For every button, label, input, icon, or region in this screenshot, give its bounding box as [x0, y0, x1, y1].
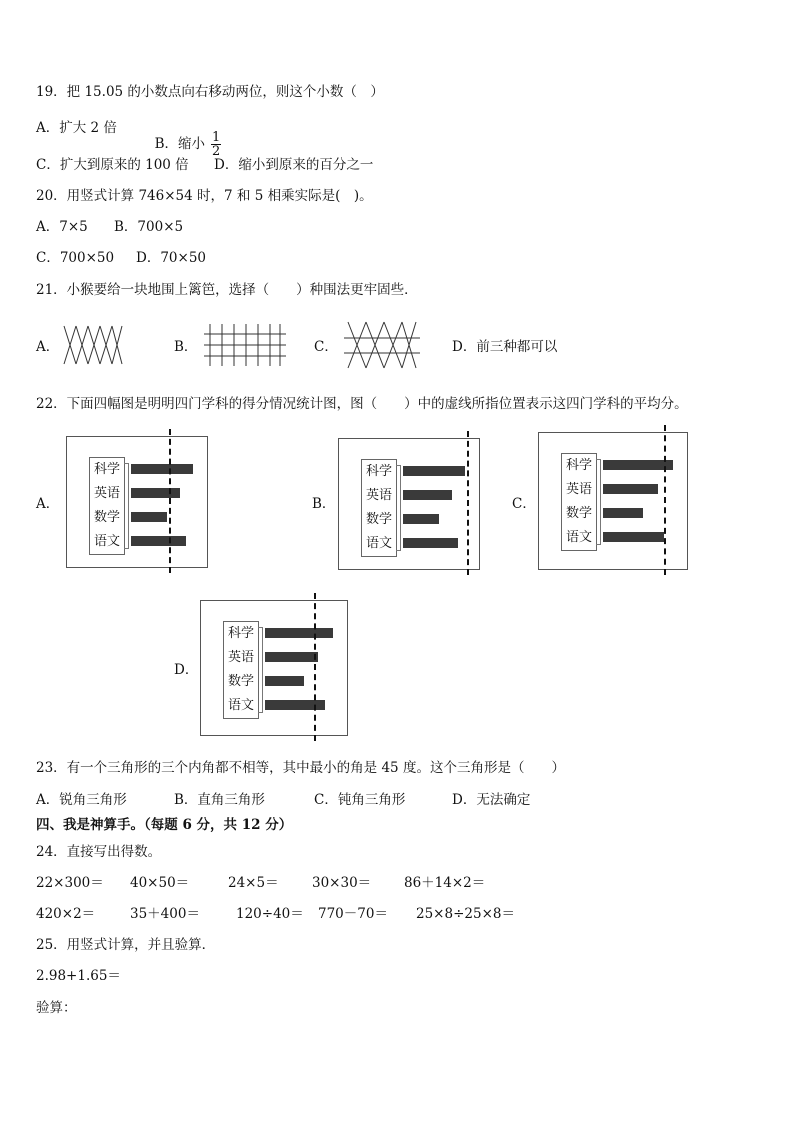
q20-option-d: D．70×50 — [136, 250, 206, 266]
subject-label: 语文 — [365, 536, 392, 551]
q21-option-b: B． — [174, 339, 198, 355]
q24-stem: 24．直接写出得数。 — [36, 844, 162, 860]
q22-option-d: D． — [174, 662, 199, 678]
q21-option-c: C． — [314, 339, 338, 355]
subject-label: 数学 — [365, 512, 392, 527]
score-bar — [603, 484, 658, 494]
q19-option-b — [146, 113, 221, 158]
score-bar — [603, 508, 643, 518]
q25-check-label: 验算： — [36, 1000, 77, 1016]
score-bar — [403, 490, 452, 500]
q24-item: 22×300＝ — [36, 875, 104, 891]
score-bar — [403, 538, 458, 548]
q20-option-b: B．700×5 — [114, 219, 184, 235]
subject-label: 数学 — [93, 510, 120, 525]
fence-diagonal-with-rails-image — [344, 320, 420, 370]
q19-option-d: D．缩小到原来的百分之一 — [214, 157, 374, 173]
subject-label: 数学 — [565, 506, 592, 521]
subject-label-box — [223, 621, 259, 719]
q19-option-c: C．扩大到原来的 100 倍 — [36, 157, 189, 173]
bar-bracket — [258, 627, 263, 713]
fraction-numerator: 1 — [212, 130, 221, 145]
q20-option-a: A．7×5 — [36, 219, 88, 235]
q24-item: 770－70＝ — [318, 906, 388, 922]
q25-stem: 25．用竖式计算，并且验算． — [36, 937, 216, 953]
q24-item: 30×30＝ — [312, 875, 372, 891]
average-dashed-line — [467, 431, 469, 575]
score-bar — [131, 512, 167, 522]
chart-a — [66, 436, 208, 568]
q24-item: 420×2＝ — [36, 906, 96, 922]
bar-bracket — [396, 465, 401, 551]
score-bar — [265, 628, 333, 638]
average-dashed-line — [664, 425, 666, 575]
subject-label: 科学 — [93, 462, 120, 477]
q22-stem: 22．下面四幅图是明明四门学科的得分情况统计图，图（ ）中的虚线所指位置表示这四门学科的平均分。 — [36, 396, 688, 412]
score-bar — [403, 466, 465, 476]
subject-label: 英语 — [565, 482, 592, 497]
q23-option-a: A．锐角三角形 — [36, 792, 127, 808]
chart-c — [538, 432, 688, 570]
score-bar — [265, 652, 318, 662]
subject-label: 数学 — [227, 674, 254, 689]
q22-option-b: B． — [312, 496, 336, 512]
q24-item: 35＋400＝ — [130, 906, 200, 922]
q24-item: 40×50＝ — [130, 875, 190, 891]
q21-stem: 21．小猴要给一块地围上篱笆，选择（ ）种围法更牢固些． — [36, 282, 418, 298]
score-bar — [131, 464, 193, 474]
average-dashed-line — [169, 429, 171, 573]
subject-label: 科学 — [227, 626, 254, 641]
subject-label-box — [361, 459, 397, 557]
subject-label: 科学 — [565, 458, 592, 473]
q19-stem: 19．把 15.05 的小数点向右移动两位，则这个小数（ ） — [36, 84, 384, 100]
section-title: 四、我是神算手。（每题 6 分，共 12 分） — [36, 817, 293, 833]
subject-label: 语文 — [93, 534, 120, 549]
chart-b — [338, 438, 480, 570]
q19-option-a: A．扩大 2 倍 — [36, 120, 117, 136]
q21-option-a: A． — [36, 339, 60, 355]
score-bar — [265, 676, 304, 686]
q22-option-a: A． — [36, 496, 60, 512]
score-bar — [131, 536, 186, 546]
score-bar — [603, 532, 664, 542]
average-dashed-line — [314, 593, 316, 741]
subject-label: 语文 — [227, 698, 254, 713]
q24-item: 120÷40＝ — [236, 906, 304, 922]
q22-option-c: C． — [512, 496, 536, 512]
subject-label: 语文 — [565, 530, 592, 545]
q23-option-b: B．直角三角形 — [174, 792, 265, 808]
fence-crossed-diagonal-image — [62, 324, 124, 366]
q20-stem: 20．用竖式计算 746×54 时，7 和 5 相乘实际是( )。 — [36, 188, 373, 204]
subject-label: 英语 — [93, 486, 120, 501]
q23-option-c: C．钝角三角形 — [314, 792, 406, 808]
bar-bracket — [596, 459, 601, 545]
q19-option-b-label: B．缩小 — [154, 136, 206, 152]
fraction — [211, 131, 221, 158]
q24-item: 86＋14×2＝ — [404, 875, 486, 891]
score-bar — [403, 514, 439, 524]
q25-expression: 2.98+1.65＝ — [36, 968, 121, 984]
bar-bracket — [124, 463, 129, 549]
subject-label: 科学 — [365, 464, 392, 479]
q20-option-c: C．700×50 — [36, 250, 115, 266]
q24-item: 25×8÷25×8＝ — [416, 906, 515, 922]
subject-label-box — [89, 457, 125, 555]
subject-label: 英语 — [227, 650, 254, 665]
fraction-denominator: 2 — [212, 144, 221, 159]
score-bar — [131, 488, 180, 498]
q24-item: 24×5＝ — [228, 875, 279, 891]
subject-label: 英语 — [365, 488, 392, 503]
score-bar — [603, 460, 673, 470]
chart-d — [200, 600, 348, 736]
subject-label-box — [561, 453, 597, 551]
q23-stem: 23．有一个三角形的三个内角都不相等，其中最小的角是 45 度。这个三角形是（ ） — [36, 760, 565, 776]
fence-grid-image — [202, 322, 288, 368]
q21-option-d: D．前三种都可以 — [452, 339, 558, 355]
q23-option-d: D．无法确定 — [452, 792, 531, 808]
